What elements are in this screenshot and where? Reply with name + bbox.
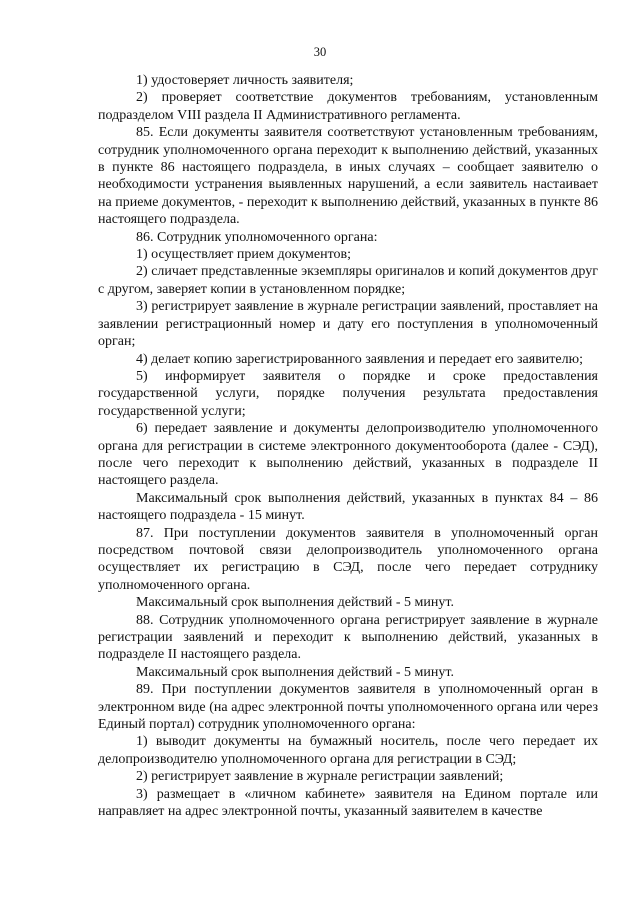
page-number: 30 — [313, 45, 327, 59]
paragraph: 2) регистрирует заявление в журнале регистрации заявлений; — [136, 769, 504, 785]
paragraph: 86. Сотрудник уполномоченного органа: — [136, 229, 378, 245]
document-body — [98, 72, 598, 820]
paragraph: 1) осуществляет прием документов; — [136, 247, 351, 263]
paragraph: 88. Сотрудник уполномоченного органа регистрирует заявление в журнале регистрации заявлений и переходит к выполнению действий, указанных в подразделе II настоящего раздела. — [98, 612, 598, 663]
paragraph: Максимальный срок выполнения действий - 5 минут. — [136, 664, 454, 680]
paragraph: 1) удостоверяет личность заявителя; — [136, 73, 354, 88]
paragraph: 85. Если документы заявителя соответствуют установленным требованиям, сотрудник уполномоченного органа переходит к выполнению действий, указанных в пункте 86 настоящего подраздела, в иных случаях – сообщает заявителю о необходимости устранения выявленных нарушений, а если заявитель настаивает на приеме документов, - переходит к выполнению действий, указанных в пункте 86 настоящего подраздела. — [98, 125, 598, 228]
paragraph: 6) передает заявление и документы делопроизводителю уполномоченного органа для регистрации в системе электронного документооборота (далее - СЭД), после чего переходит к выполнению действий, указанных в подразделе II настоящего раздела. — [98, 421, 598, 489]
paragraph: 5) информирует заявителя о порядке и сроке предоставления государственной услуги, порядке получения результата предоставления государственной услуги; — [98, 368, 598, 419]
paragraph: 4) делает копию зарегистрированного заявления и передает его заявителю; — [136, 351, 583, 367]
paragraph: 1) выводит документы на бумажный носитель, после чего передает их делопроизводителю уполномоченного органа для регистрации в СЭД; — [98, 734, 598, 767]
paragraph: Максимальный срок выполнения действий - 5 минут. — [136, 595, 454, 611]
paragraph: Максимальный срок выполнения действий, указанных в пунктах 84 – 86 настоящего подраздела - 15 минут. — [98, 490, 598, 524]
paragraph: 3) размещает в «личном кабинете» заявителя на Едином портале или направляет на адрес электронной почты, указанный заявителем в качестве — [98, 786, 598, 820]
paragraph: 3) регистрирует заявление в журнале регистрации заявлений, проставляет на заявлении регистрационный номер и дату его поступления в уполномоченный орган; — [98, 299, 598, 350]
paragraph: 2) сличает представленные экземпляры оригиналов и копий документов друг с другом, заверяет копии в установленном порядке; — [98, 264, 598, 297]
paragraph: 2) проверяет соответствие документов требованиям, установленным подразделом VIII раздела II Административного регламента. — [98, 90, 598, 123]
paragraph: 87. При поступлении документов заявителя в уполномоченный орган посредством почтовой связи делопроизводитель уполномоченного органа осуществляет их регистрацию в СЭД, после чего передает сотруднику уполномоченного органа. — [98, 525, 598, 593]
paragraph: 89. При поступлении документов заявителя в уполномоченный орган в электронном виде (на адрес электронной почты уполномоченного органа или через Единый портал) сотрудник уполномоченного органа: — [98, 682, 598, 733]
